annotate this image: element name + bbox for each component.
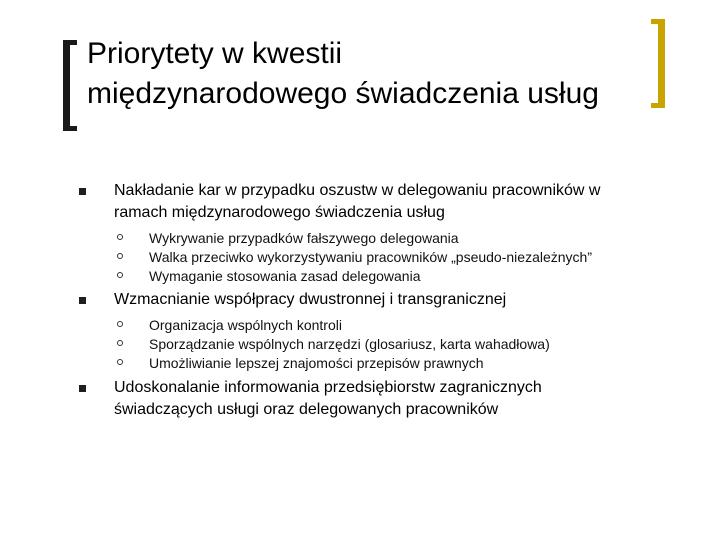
slide-title-line-1: Priorytety w kwestii <box>87 37 343 70</box>
sub-bullet-text: Wykrywanie przypadków fałszywego delegowania <box>149 230 459 246</box>
bullet-item <box>75 377 635 421</box>
sub-bullet-item <box>75 267 635 286</box>
bullet-text: Udoskonalanie informowania przedsiębiorstw zagranicznych świadczących usługi oraz delegowanych pracowników <box>114 379 542 418</box>
ring-bullet-icon <box>117 321 123 327</box>
sub-bullet-text: Umożliwianie lepszej znajomości przepisów prawnych <box>149 355 484 371</box>
sub-list <box>75 316 635 373</box>
ring-bullet-icon <box>117 359 123 365</box>
sub-bullet-item <box>75 248 635 267</box>
ring-bullet-icon <box>117 253 123 259</box>
title-bracket-left <box>63 40 77 131</box>
sub-bullet-item <box>75 316 635 335</box>
square-bullet-icon <box>79 297 86 304</box>
ring-bullet-icon <box>117 272 123 278</box>
bullet-text: Wzmacnianie współpracy dwustronnej i transgranicznej <box>114 291 507 308</box>
sub-bullet-item <box>75 229 635 248</box>
sub-bullet-text: Walka przeciwko wykorzystywaniu pracowników „pseudo-niezależnych” <box>149 249 592 265</box>
square-bullet-icon <box>79 188 86 195</box>
slide-content <box>75 180 635 421</box>
sub-bullet-item <box>75 354 635 373</box>
title-bracket-right <box>651 19 665 108</box>
bullet-text: Nakładanie kar w przypadku oszustw w delegowaniu pracowników w ramach międzynarodowego świadczenia usług <box>114 182 601 221</box>
sub-bullet-item <box>75 335 635 354</box>
ring-bullet-icon <box>117 340 123 346</box>
sub-bullet-text: Sporządzanie wspólnych narzędzi (glosariusz, karta wahadłowa) <box>149 336 550 352</box>
slide-title-line-2: międzynarodowego świadczenia usług <box>87 77 599 110</box>
bullet-item <box>75 180 635 224</box>
ring-bullet-icon <box>117 234 123 240</box>
sub-list <box>75 229 635 286</box>
bullet-item <box>75 289 635 311</box>
sub-bullet-text: Wymaganie stosowania zasad delegowania <box>149 268 421 284</box>
slide-title <box>87 34 647 114</box>
square-bullet-icon <box>79 385 86 392</box>
sub-bullet-text: Organizacja wspólnych kontroli <box>149 317 342 333</box>
